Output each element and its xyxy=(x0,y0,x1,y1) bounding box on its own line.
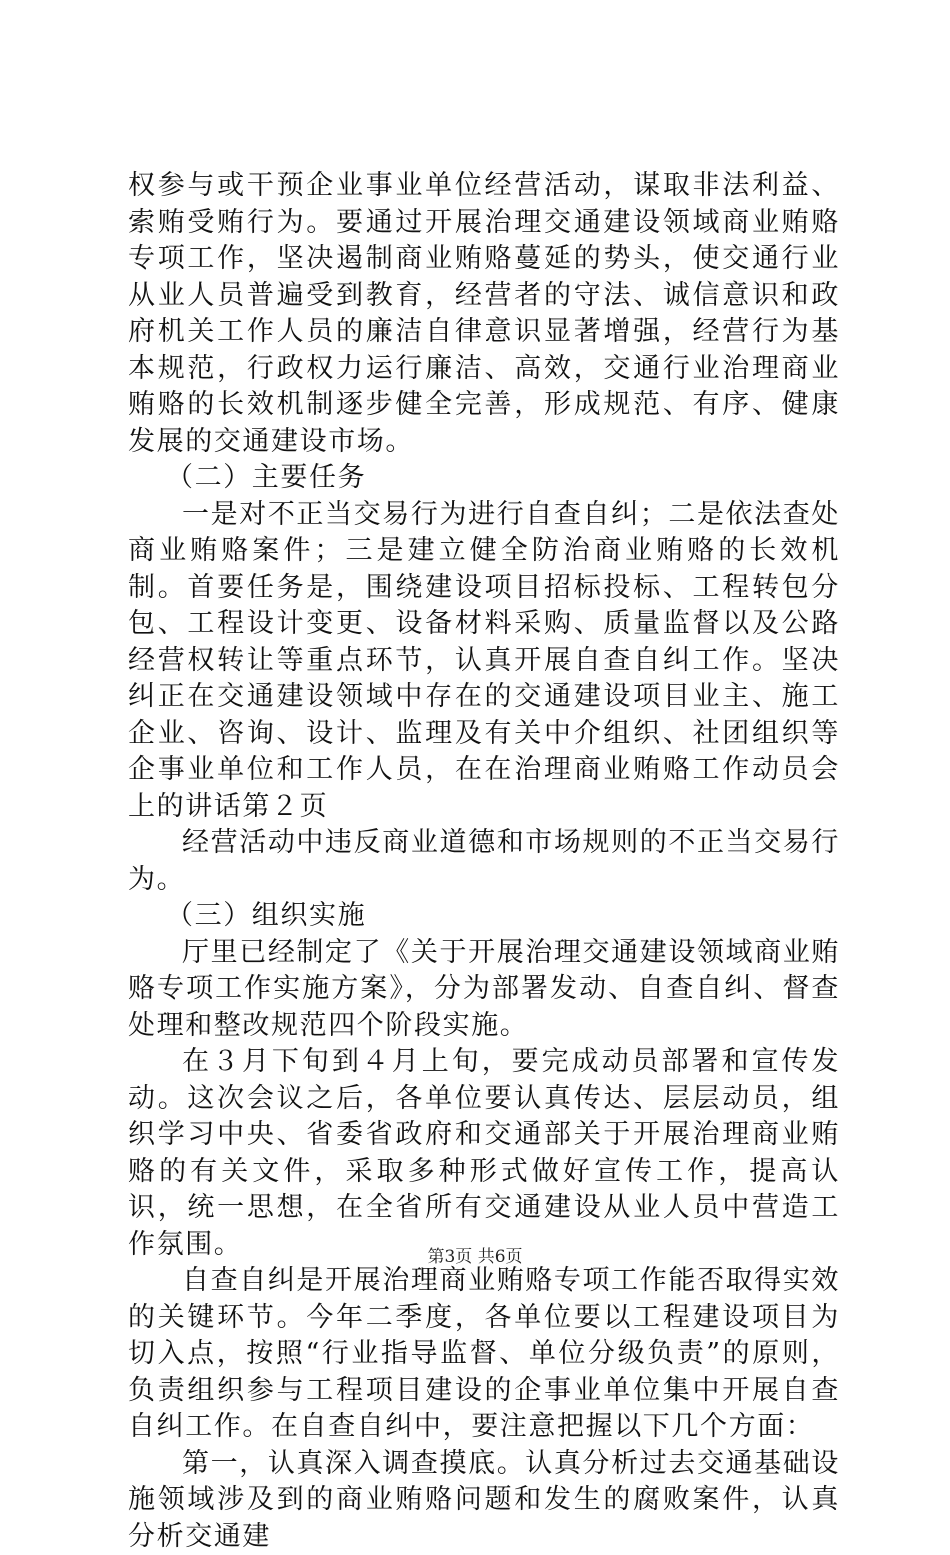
paragraph-first-point: 第一，认真深入调查摸底。认真分析过去交通基础设施领域涉及到的商业贿赂问题和发生的腐败案件，认真分析交通建 xyxy=(128,1446,840,1555)
paragraph-self-inspection: 自查自纠是开展治理商业贿赂专项工作能否取得实效的关键环节。今年二季度，各单位要以工程建设项目为切入点，按照“行业指导监督、单位分级负责”的原则，负责组织参与工程项目建设的企事业单位集中开展自查自纠工作。在自查自纠中，要注意把握以下几个方面： xyxy=(128,1263,840,1446)
paragraph-mobilization: 在３月下旬到４月上旬，要完成动员部署和宣传发动。这次会议之后，各单位要认真传达、层层动员，组织学习中央、省委省政府和交通部关于开展治理商业贿赂的有关文件，采取多种形式做好宣传工作，提高认识，统一思想，在全省所有交通建设从业人员中营造工作氛围。 xyxy=(128,1044,840,1263)
paragraph-improper-trading: 经营活动中违反商业道德和市场规则的不正当交易行为。 xyxy=(128,825,840,898)
paragraph-continuation: 权参与或干预企业事业单位经营活动，谋取非法利益、索贿受贿行为。要通过开展治理交通建设领域商业贿赂专项工作，坚决遏制商业贿赂蔓延的势头，使交通行业从业人员普遍受到教育，经营者的守法、诚信意识和政府机关工作人员的廉洁自律意识显著增强，经营行为基本规范，行政权力运行廉洁、高效，交通行业治理商业贿赂的长效机制逐步健全完善，形成规范、有序、健康发展的交通建设市场。 xyxy=(128,168,840,460)
section-heading-main-tasks: （二）主要任务 xyxy=(128,460,840,497)
paragraph-main-tasks: 一是对不正当交易行为进行自查自纠；二是依法查处商业贿赂案件；三是建立健全防治商业贿赂的长效机制。首要任务是，围绕建设项目招标投标、工程转包分包、工程设计变更、设备材料采购、质量监督以及公路经营权转让等重点环节，认真开展自查自纠工作。坚决纠正在交通建设领域中存在的交通建设项目业主、施工企业、咨询、设计、监理及有关中介组织、社团组织等企事业单位和工作人员，在在治理商业贿赂工作动员会上的讲话第２页 xyxy=(128,497,840,826)
document-body xyxy=(128,168,840,1555)
page-footer: 第3页 共6页 xyxy=(0,1246,950,1268)
section-heading-implementation: （三）组织实施 xyxy=(128,898,840,935)
paragraph-work-plan: 厅里已经制定了《关于开展治理交通建设领域商业贿赂专项工作实施方案》，分为部署发动、自查自纠、督查处理和整改规范四个阶段实施。 xyxy=(128,935,840,1045)
